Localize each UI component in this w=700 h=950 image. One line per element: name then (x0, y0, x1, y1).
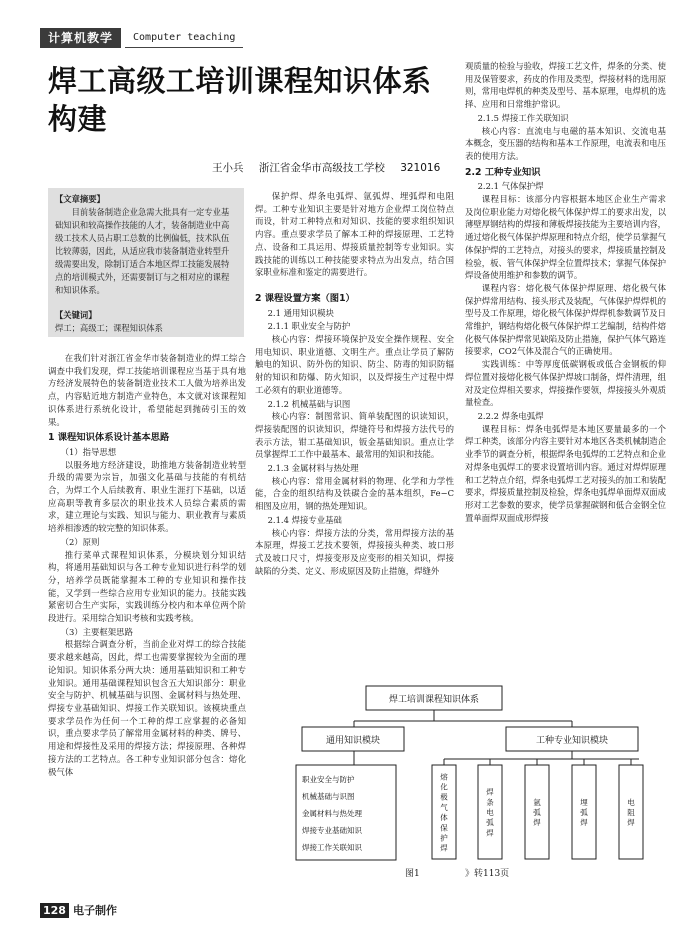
specialty-item-char: 保 (440, 823, 448, 833)
paragraph: 核心内容：制图常识、简单装配图的识读知识，焊接装配图的识读知识，焊缝符号和焊接方法代号的表示方法，钳工基础知识，钣金基础知识。重点让学员掌握焊工工作中最基本、最常用的知识和技能。 (255, 411, 454, 460)
page-footer (40, 902, 117, 918)
general-item-label: 机械基础与识图 (302, 792, 355, 801)
subheading: 2.1.5 焊接工作关联知识 (477, 112, 569, 123)
subheading: （3）主要框架思路 (60, 626, 133, 637)
specialty-item-char: 电 (627, 797, 635, 807)
abstract-label: 【文章摘要】 (55, 194, 105, 204)
subheading: 2.2.1 气体保护焊 (477, 181, 544, 192)
figure-1 (294, 685, 666, 885)
general-item-label: 焊接工作关联知识 (302, 843, 362, 852)
paragraph: 核心内容：焊接环境保护及安全操作规程、安全用电知识、职业道德、文明生产。重点让学员了解防触电的知识、防外伤的知识、防尘、防毒的知识防辐射的知识和防爆、防火知识，以及焊接生产过程中焊工必须有的职业道德等。 (255, 334, 454, 395)
paragraph: 核心内容：焊接方法的分类，常用焊接方法的基本原理，焊接工艺技术要领，焊接接头种类、坡口形式及坡口尺寸，焊接变形及应变形的相关知识，焊接缺陷的分类、定义、形成原因及防止措施，焊缝外 (255, 527, 454, 576)
subheading: 2.1.3 金属材料与热处理 (267, 463, 359, 474)
section-category: 计算机教学 (40, 28, 121, 48)
column-3 (465, 60, 666, 524)
specialty-item-char: 弧 (580, 808, 588, 817)
subheading: （2）原则 (60, 536, 100, 547)
subheading: 2.1.2 机械基础与识图 (267, 398, 351, 409)
specialty-item-char: 焊 (440, 843, 448, 853)
specialty-item-char: 弧 (486, 818, 494, 828)
general-label: 通用知识模块 (325, 736, 381, 746)
column-2 (255, 190, 454, 577)
paragraph: 实践训练：中等厚度低碳钢板或低合金钢板的仰焊位置对接熔化极气体保护焊坡口制备，焊件清理，组对及定位焊相关要求，焊接操作要领，焊接接头外观质量检查。 (465, 359, 666, 408)
specialty-item-char: 氩 (533, 797, 541, 807)
specialty-item-char: 熔 (440, 772, 448, 782)
subheading: （1）指导思想 (60, 446, 117, 457)
paragraph: 推行菜单式课程知识体系，分模块划分知识结构，将通用基础知识与各工种专业知识进行科学的划分，培养学员既能掌握本工种的专业知识和操作技能，又学到一些综合应用专业知识的能力。技能实践紧密切合生产实际，实践训练分校内和本单位两个阶段进行。采用综合知识考核和实践考核。 (48, 549, 246, 624)
specialty-label: 工种专业知识模块 (535, 736, 609, 746)
general-item-label: 职业安全与防护 (302, 775, 355, 784)
hierarchy-diagram (294, 685, 666, 865)
specialty-item-char: 阻 (627, 808, 635, 817)
section-category-en: Computer teaching (125, 28, 243, 48)
section-header (40, 28, 243, 48)
paragraph: 保护焊、焊条电弧焊、氩弧焊、埋弧焊和电阻焊。工种专业知识主要是针对地方企业焊工岗位特点而设，针对工种特点和对知识、技能的要求组织知识内容。重点要求学员了解本工种的焊接原理、工艺特点、设备和工具运用、焊接质量控制等专业知识。实践技能的训练以工种技能要求特点为出发点，结合国家职业标准和鉴定的需要进行。 (255, 191, 454, 278)
section-heading: 2.2 工种专业知识 (465, 166, 541, 178)
specialty-item-char: 极 (440, 792, 448, 802)
paragraph: 根据综合调查分析，当前企业对焊工的综合技能要求越来越高，因此，焊工也需要掌握较为全面的理论知识。知识体系分两大块：通用基础知识和工种专业知识。通用基础课程知识包含五大知识部分：职业安全与防护、机械基础与识图、金属材料与热处理、焊接专业基础知识、焊接工作关联知识。该模块重点要求学员作为任何一个工种的焊工应掌握的必备知识，重点要求学员了解常用金属材料的种类、牌号、用途和焊接性及采用的焊接方法；焊接原理、各种焊接方法的工艺特点。各工种专业知识部分包含：熔化极气体 (48, 639, 246, 777)
section-heading: 2 课程设置方案（图1） (255, 292, 355, 304)
specialty-item-char: 焊 (580, 818, 588, 828)
specialty-item-char: 护 (440, 833, 448, 843)
figure-caption: 图1 (405, 869, 420, 879)
subheading: 2.1 通用知识模块 (267, 307, 334, 318)
paragraph: 观质量的检验与验收，焊接工艺文件，焊条的分类、使用及保管要求，药皮的作用及类型，焊接材料的选用原则，常用电焊机的种类及型号、基本原理，电焊机的选择、应用和日常维护常识。 (465, 61, 666, 110)
section-heading: 1 课程知识体系设计基本思路 (48, 432, 170, 444)
general-item-label: 焊接专业基础知识 (302, 826, 362, 835)
author-org: 浙江省金华市高级技工学校 (258, 162, 385, 174)
specialty-item-char: 化 (440, 782, 448, 792)
continued-note: 》转113页 (465, 869, 510, 879)
specialty-item-char: 焊 (533, 818, 541, 828)
magazine-name: 电子制作 (72, 904, 117, 917)
specialty-item-char: 焊 (627, 818, 635, 828)
author-name: 王小兵 (212, 162, 244, 174)
subheading: 2.2.2 焊条电弧焊 (477, 410, 544, 421)
specialty-item-char: 焊 (486, 787, 494, 797)
keywords-label: 【关键词】 (55, 310, 97, 320)
specialty-item-char: 体 (440, 813, 448, 823)
specialty-item-char: 埋 (580, 797, 588, 807)
keywords-text: 焊工；高级工；课程知识体系 (55, 323, 163, 333)
abstract-text: 目前装备制造企业急需大批具有一定专业基础知识和较高操作技能的人才，装备制造业中高级工技术人员占职工总数的比例偏低，技术队伍比较薄弱，因此，从适应我市装备制造业转型升级需要出发，除制订适合本地区焊工技能发展特点的培训模式外，还需要制订与之相对应的课程和知识体系。 (55, 207, 230, 295)
specialty-item-char: 气 (440, 802, 448, 812)
paragraph: 课程目标：该部分内容根据本地区企业生产需求及岗位职业能力对熔化极气体保护焊工的要求出发，以薄壁厚钢结构的焊接和薄板焊接技能为主要培训内容，通过熔化极气体保护焊原理和特点介绍，使学员掌握气体保护焊的工艺特点，对接头的要求，焊接质量控制及检验，板、管气体保护焊全位置焊技术；掌握气体保护焊设备使用维护和参数的调节。 (465, 194, 666, 281)
column-1 (48, 352, 246, 778)
paragraph: 以服务地方经济建设，助推地方装备制造业转型升级的需要为宗旨，加强文化基础与技能的有机结合，为焊工个人后续教育、职业生涯打下基础，以适应高职等教育多层次的职业技术人员综合素质的需求，建立理论与实践、知识与能力、职业教育与素质培养相渗透的较完整的知识体系。 (48, 459, 246, 534)
specialty-item-char: 焊 (486, 828, 494, 838)
paragraph: 课程目标：焊条电弧焊是本地区要量最多的一个焊工种类，该部分内容主要针对本地区各类机械制造企业季节的调查分析，根据焊条电弧焊的工艺特点和企业对焊条电弧焊工的要求设置培训内容。通过对焊焊原理和工艺特点介绍，焊条电弧焊工艺对接头的加工和装配要求，焊接质量控制及检验，焊条电弧焊单面焊双面成形对工艺参数的要求，使学员掌握碳钢和低合金钢全位置单面焊双面成形焊接 (465, 423, 666, 523)
paragraph: 课程内容：熔化极气体保护焊原理、熔化极气体保护焊常用结构、接头形式及装配，气体保护焊焊机的型号及工作原理，熔化极气体保护焊焊机参数调节及日常维护，钢结构熔化极气体保护焊工艺编制，结构件熔化极气体保护焊常见缺陷及防止措施，保护气体气路连接要求，CO2气体及混合气的正确使用。 (465, 282, 666, 357)
abstract-box (48, 188, 244, 337)
general-item-label: 金属材料与热处理 (302, 809, 362, 818)
subheading: 2.1.4 焊接专业基础 (267, 514, 342, 525)
root-label: 焊工培训课程知识体系 (388, 695, 480, 705)
specialty-item-char: 电 (486, 808, 494, 817)
specialty-item-char: 弧 (533, 808, 541, 817)
subheading: 2.1.1 职业安全与防护 (267, 321, 351, 332)
author-line (212, 160, 452, 175)
paragraph: 核心内容：常用金属材料的物理、化学和力学性能，合金的组织结构及铁碳合金的基本组织，Fe−C相图及应用，钢的热处理知识。 (255, 475, 454, 512)
article-title: 焊工高级工培训课程知识体系构建 (48, 64, 432, 136)
paragraph: 核心内容：直流电与电磁的基本知识、交流电基本概念，变压器的结构和基本工作原理，电流表和电压表的使用方法。 (465, 125, 666, 161)
intro-paragraph: 在我们针对浙江省金华市装备制造业的焊工综合调查中我们发现，焊工技能培训课程应当基于具有地方经济发展特色的装备制造业技术工人做为培养出发点，内容贴近地方制造产业特色，本文就对该课程知识体系进行系统化设计，希望能起到抛砖引玉的效果。 (48, 353, 246, 427)
author-zip: 321016 (400, 162, 441, 174)
specialty-item-char: 条 (486, 797, 494, 807)
page-number: 128 (40, 903, 69, 918)
